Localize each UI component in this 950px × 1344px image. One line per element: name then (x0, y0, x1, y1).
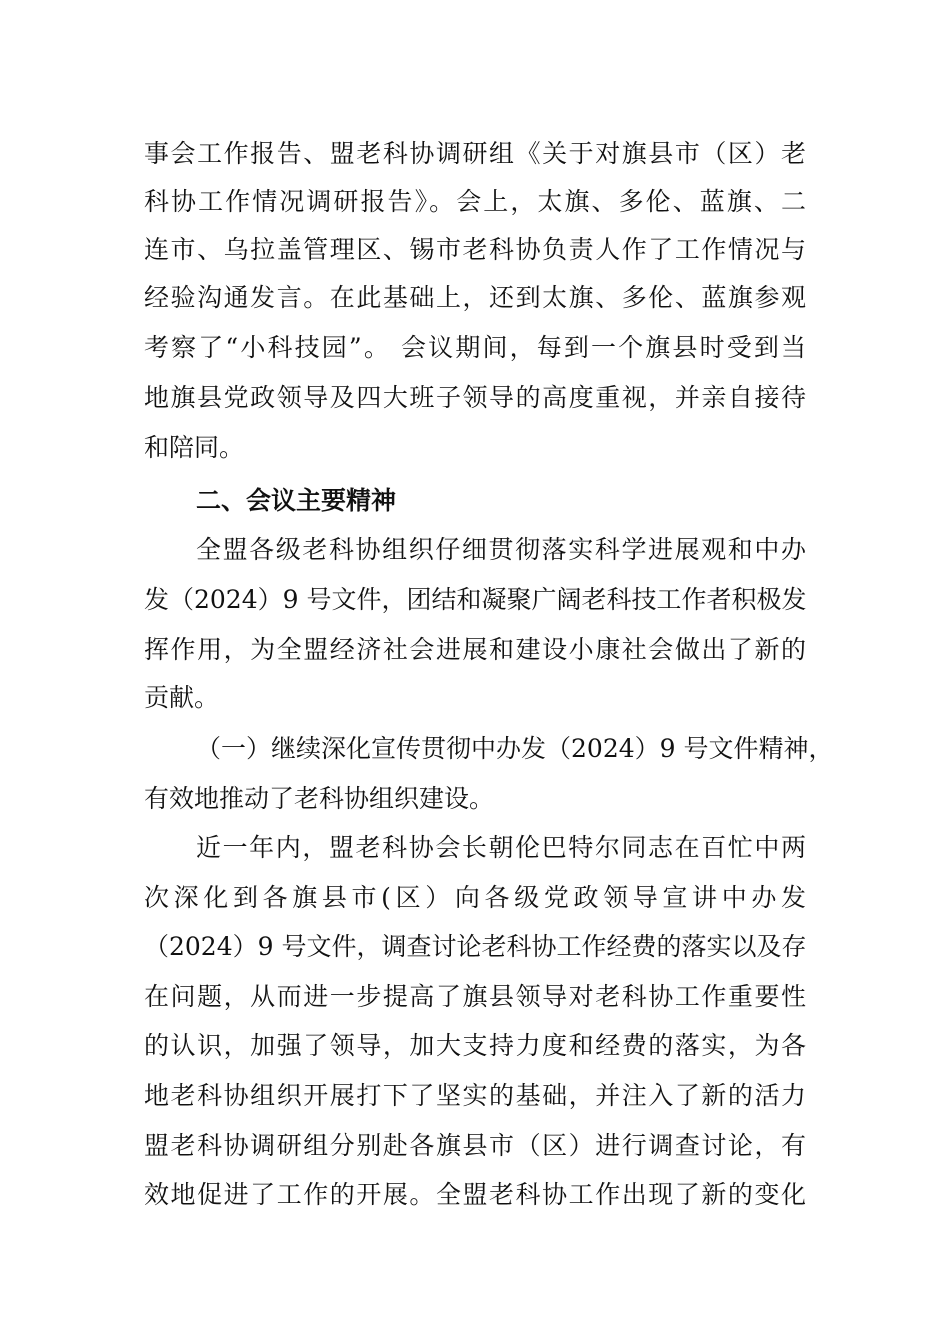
text-line: 有效地推动了老科协组织建设。 (144, 784, 495, 813)
text-line: 考察了“小科技园”。 会议期间，每到一个旗县时受到当 (144, 333, 806, 362)
text-line: 在问题，从而进一步提高了旗县领导对老科协工作重要性 (144, 982, 806, 1011)
text-line: 经验沟通发言。在此基础上，还到太旗、多伦、蓝旗参观 (144, 283, 806, 312)
text-line: 事会工作报告、盟老科协调研组《关于对旗县市（区）老 (144, 139, 806, 168)
text-line: 挥作用，为全盟经济社会进展和建设小康社会做出了新的 (144, 635, 806, 664)
section-heading: 二、会议主要精神 (196, 486, 397, 515)
text-line: 科协工作情况调研报告》。会上，太旗、多伦、蓝旗、二 (144, 187, 806, 216)
text-line: 的认识，加强了领导，加大支持力度和经费的落实，为各 (144, 1031, 806, 1060)
text-line: 发（2024）9 号文件，团结和凝聚广阔老科技工作者积极发 (144, 585, 807, 614)
text-line: 效地促进了工作的开展。全盟老科协工作出现了新的变化 (144, 1180, 806, 1209)
text-line: 次深化到各旗县市(区）向各级党政领导宣讲中办发 (144, 883, 806, 912)
text-line: 地旗县党政领导及四大班子领导的高度重视，并亲自接待 (144, 383, 806, 412)
text-line: （2024）9 号文件，调查讨论老科协工作经费的落实以及存 (144, 932, 807, 961)
text-line: 近一年内，盟老科协会长朝伦巴特尔同志在百忙中两 (196, 833, 806, 862)
text-line: 全盟各级老科协组织仔细贯彻落实科学进展观和中办 (196, 535, 806, 564)
text-line: 贡献。 (144, 683, 220, 712)
text-line: 连市、乌拉盖管理区、锡市老科协负责人作了工作情况与 (144, 235, 806, 264)
subsection-heading: （一）继续深化宣传贯彻中办发（2024）9 号文件精神， (196, 734, 834, 763)
text-line: 地老科协组织开展打下了坚实的基础，并注入了新的活力 (144, 1081, 806, 1110)
text-line: 和陪同。 (144, 433, 245, 462)
text-line: 盟老科协调研组分别赴各旗县市（区）进行调查讨论，有 (144, 1131, 806, 1160)
